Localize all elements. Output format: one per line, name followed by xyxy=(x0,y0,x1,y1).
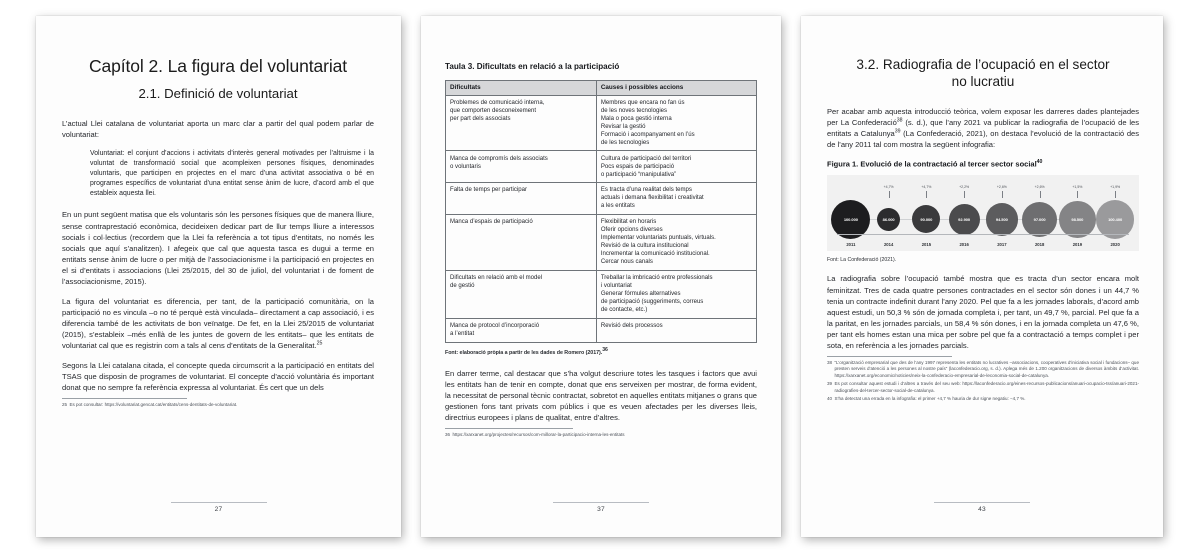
page-37-content xyxy=(445,62,757,440)
chart-year-label: 2019 xyxy=(1072,242,1083,248)
section-title-line-1: 3.2. Radiografia de l’ocupació en el sector xyxy=(856,57,1110,72)
section-title xyxy=(827,56,1139,91)
paragraph xyxy=(62,296,374,351)
table-cell-line: o participació “manipulativa” xyxy=(600,171,677,178)
table-cell xyxy=(446,270,597,318)
table-row xyxy=(446,215,757,271)
difficulties-table xyxy=(445,80,757,343)
page-folio xyxy=(421,502,781,513)
table-cell-line: actuals i demana flexibilitat i creativitat xyxy=(600,195,704,202)
footnote-list xyxy=(827,360,1139,404)
table-cell-line: Flexibilitat en horaris xyxy=(600,219,657,226)
footnote-ref-39[interactable]: 39 xyxy=(894,128,901,135)
chart-bubble: 86.000 xyxy=(877,208,900,231)
table-cell xyxy=(446,318,597,342)
bubble-connector xyxy=(940,219,948,221)
chart-year-label: 2016 xyxy=(959,242,969,248)
chart-change-label: +1,5% xyxy=(1072,185,1083,190)
footnote-ref-36[interactable]: 36 xyxy=(602,347,608,353)
bubble-connector xyxy=(900,219,912,221)
chart-change-label: +4,7% xyxy=(883,185,894,190)
table-cell xyxy=(596,270,756,318)
table-cell-line: Dificultats en relació amb el model xyxy=(450,275,543,281)
table-cell xyxy=(446,183,597,215)
footnote-text: Es pot consultar: https://voluntariat.gencat.cat/entitats/cens-dentitats-de-voluntariat. xyxy=(69,402,238,408)
footnote-number: 36 xyxy=(445,432,451,438)
table-row xyxy=(446,151,757,183)
bubble-connector xyxy=(980,219,986,221)
table-cell-line: Cultura de participació del territori xyxy=(600,155,692,162)
folio-number: 37 xyxy=(597,506,605,513)
paragraph-text: (La Confederació, 2021), on destaca l’evolució de la contractació des de l’any 2011 tal com mostra la següent infografia: xyxy=(827,128,1139,149)
contracting-evolution-chart xyxy=(827,175,1139,251)
table-cell-line: a l’entitat xyxy=(450,330,475,337)
chart-bubble: 98.500 xyxy=(1059,201,1095,237)
page-folio xyxy=(36,502,401,513)
table-cell xyxy=(596,95,756,151)
figure-title xyxy=(827,159,1139,169)
table-source-text: Font: elaboració pròpia a partir de les dades de Romero (2017). xyxy=(445,349,603,356)
table-cell-line: Revisió dels processos xyxy=(600,322,663,329)
paragraph: Segons la Llei catalana citada, el concepte queda circumscrit a la participació en entitats del TSAS que disposin de programes de voluntariat. El concepte d’acció voluntària és important donat que no sempre fa referència expressa al voluntariat. És cert que un dels xyxy=(62,361,374,393)
paragraph: En darrer terme, cal destacar que s’ha volgut descriure totes les tasques i factors que avui les entitats han de tenir en compte, donat que ens serveixen per mostrar, de forma evident, la necessitat de personal tècnic contractat, sobretot en aquelles entitats mitjanes o grans que gestionen fons tant privats com públics i que es veuen afectades per les diverses lleis, directrius europees i plans de qualitat, entre d’altres. xyxy=(445,368,757,422)
chart-tick xyxy=(1002,191,1003,198)
table-row xyxy=(446,183,757,215)
table-row xyxy=(446,318,757,342)
table-cell-line: Membres que encara no fan ús xyxy=(600,99,685,106)
figure-title-text: Figura 1. Evolució de la contractació al tercer sector social xyxy=(827,159,1037,169)
table-cell xyxy=(446,95,597,151)
table-cell-line: que comporten desconeixement xyxy=(450,107,537,114)
chart-tick xyxy=(964,191,965,198)
chart-change-label: +1,9% xyxy=(1110,185,1121,190)
paragraph: En un punt següent matisa que els voluntaris són les persones físiques que de manera lliure, sense contraprestació econòmica, decideixen dedicar part de llur temps lliure a interessos socials i col·lectius (recordem que la Llei fa referència a tot tipus d’entitats, no només les socials que aquí s’analitzen). I afegeix que cal que aquesta tasca es dugui a terme en entitats sense ànim de lucre o per mitjà de l’associacionisme i la participació en projectes en el si d’entitats i associacions (Llei 25/2015, del 30 de juliol, del voluntariat i de foment de l’associacionisme, 2015). xyxy=(62,210,374,286)
footnote-ref-25[interactable]: 25 xyxy=(316,340,323,347)
chart-year-label: 2014 xyxy=(883,242,894,248)
table-cell-line: Es tracta d’una realitat dels temps xyxy=(600,187,692,194)
table-cell-line: i voluntariat xyxy=(600,283,632,290)
table-cell xyxy=(596,183,756,215)
table-header-cell: Dificultats xyxy=(446,81,597,96)
block-quote: Voluntariat: el conjunt d’accions i activitats d’interès general motivades per l’altruisme i la voluntat de transformació social que acompleixen persones físiques, denominades voluntaris, que participen en projectes en el marc d’una activitat associativa o bé en programes específics de voluntariat d’una entitat sense ànim de lucre, d’acord amb el que estableix aquesta llei. xyxy=(90,150,374,198)
chart-change-label: +2,6% xyxy=(1034,185,1045,190)
chart-change-label: +4,7% xyxy=(921,185,932,190)
footnote-text: Es pot consultar aquest estudi i d’altres a través del seu web: https://laconfederacio.org/eines-recursos-publicacions/anuari-ocupacio-tss/anuari-2021-radiografies-del-tercer-sector-social-de-catalunya. xyxy=(834,381,1139,393)
table-cell-line: Formació i acompanyament en l’ús xyxy=(600,131,695,138)
footnote-40 xyxy=(827,396,1139,404)
chart-bubble: 94.500 xyxy=(986,203,1018,235)
table-body xyxy=(446,95,757,342)
footnote-38 xyxy=(827,360,1139,381)
document-page-43 xyxy=(801,16,1163,537)
paragraph xyxy=(827,106,1139,150)
footnote-divider xyxy=(445,428,573,429)
chart-change-label: +2,6% xyxy=(996,185,1007,190)
table-header-cell: Causes i possibles accions xyxy=(596,81,756,96)
document-page-27 xyxy=(36,16,401,537)
table-cell-line: Treballar la imbricació entre professionals xyxy=(600,275,713,281)
table-cell-line: Manca de compromís dels associats xyxy=(450,155,548,162)
page-folio xyxy=(801,502,1163,513)
table-cell-line: de gestió xyxy=(450,283,475,290)
table-cell-line: Manca d’espais de participació xyxy=(450,219,533,226)
table-cell-line: Incrementar la comunicació institucional. xyxy=(600,251,710,258)
page-title: Capítol 2. La figura del voluntariat xyxy=(88,56,348,76)
table-source xyxy=(445,347,757,356)
footnote-number: 38 xyxy=(827,359,833,365)
table-cell-line: Revisió de la cultura institucional xyxy=(600,243,689,250)
chart-change-label: +2,2% xyxy=(959,185,970,190)
footnote-ref-38[interactable]: 38 xyxy=(896,117,903,124)
table-cell-line: de participació (suggeriments, correus xyxy=(600,299,704,306)
chart-bubble: 92.900 xyxy=(949,204,980,235)
table-cell-line: Implementar voluntariats puntuals, virtuals. xyxy=(600,235,716,242)
chart-year-label: 2020 xyxy=(1110,242,1120,248)
paragraph-text: (s. d.), que l’any 2021 va publicar la radiografia de l’ocupació de les entitats a Catalunya xyxy=(827,117,1139,138)
table-cell-line: a les entitats xyxy=(600,203,635,210)
document-page-37 xyxy=(421,16,781,537)
table-cell-line: Generar fórmules alternatives xyxy=(600,291,681,298)
footnote-39 xyxy=(827,381,1139,396)
table-cell xyxy=(596,215,756,271)
footnote-divider xyxy=(62,398,187,399)
section-title-line-2: no lucratiu xyxy=(951,74,1015,90)
table-row xyxy=(446,95,757,151)
table-cell xyxy=(446,215,597,271)
table-cell-line: de les noves tecnologies xyxy=(600,107,668,114)
chart-bubble: 90.000 xyxy=(912,205,940,233)
chart-year-label: 2018 xyxy=(1034,242,1045,248)
chart-tick xyxy=(1077,191,1078,198)
figure-source: Font: La Confederació (2021). xyxy=(827,257,897,264)
chart-year-label: 2017 xyxy=(997,242,1007,248)
chart-bubble: 100.000 xyxy=(831,200,870,239)
folio-rule xyxy=(171,502,267,503)
footnote-number: 39 xyxy=(827,381,833,387)
table-title: Taula 3. Dificultats en relació a la participació xyxy=(445,62,620,71)
chart-tick xyxy=(1040,191,1041,198)
footnote-ref-40[interactable]: 40 xyxy=(1036,158,1043,165)
paragraph-text: La figura del voluntariat es diferencia, per tant, de la participació comunitària, on la participació no es vincula –o no té perquè està vinculada– directament a cap associació, i es diferencia també de les activitats de bon veïnatge. De fet, en la Llei 25/2015 de voluntariat (2015), s’estableix –més enllà de les juntes de govern de les entitats– que les entitats de voluntariat cal que es registrin com a tals al cens d’entitats de la Generalitat. xyxy=(62,296,374,350)
chart-year-label: 2015 xyxy=(921,242,932,248)
table-cell-line: o voluntaris xyxy=(450,163,481,170)
footnote-25 xyxy=(62,402,374,410)
table-cell xyxy=(446,151,597,183)
chart-tick xyxy=(1115,191,1116,198)
table-cell-line: Mala o poca gestió interna xyxy=(600,115,672,122)
chart-tick xyxy=(889,191,890,198)
page-43-content xyxy=(827,56,1139,404)
table-row xyxy=(446,270,757,318)
folio-number: 27 xyxy=(214,506,223,513)
table-cell-line: Manca de protocol d’incorporació xyxy=(450,322,540,329)
footnote-36 xyxy=(445,432,757,440)
table-cell-line: Revisar la gestió xyxy=(600,123,646,130)
table-cell-line: de les tecnologies xyxy=(600,139,650,146)
section-title: 2.1. Definició de voluntariat xyxy=(138,86,298,101)
paragraph-text: Per acabar amb aquesta introducció teòrica, volem exposar les darreres dades plantejades per La Confederació xyxy=(827,106,1139,127)
footnote-divider xyxy=(827,356,952,357)
paragraph: La radiografia sobre l’ocupació també mostra que es tracta d’un sector encara molt feminitzat. Tres de cada quatre persones contractades en el sector són dones i un 44,7 % tenia un contracte indefinit durant l’any 2020. Pel que fa a les jornades laborals, d’acord amb aquest estudi, un 50,3 % són de jornada completa i, per tant, un 49,7 %, parcial. Pel que fa a la paritat, en les jornades parcials, un 58,4 % són dones, i en la jornada completa un 47,6 %, per tant els homes estan una mica per sobre pel que fa a contractació a temps complet i per sota, en referència a les jornades parcials. xyxy=(827,274,1139,350)
folio-number: 43 xyxy=(978,506,986,513)
table-cell-line: Cercar nous canals xyxy=(600,259,653,266)
footnote-text: S’ha detectat una errada en la infografia: el primer +4,7 % hauria de dur signe negatiu: −4,7 %. xyxy=(834,395,1026,401)
table-cell-line: Pocs espais de participació xyxy=(600,163,675,170)
folio-rule xyxy=(553,502,649,503)
chart-bubble: 97.000 xyxy=(1022,202,1057,237)
chart-bubble: 100.400 xyxy=(1096,200,1134,238)
table-cell-line: per part dels associats xyxy=(450,115,511,122)
footnote-number: 25 xyxy=(62,402,68,408)
table-header-row xyxy=(446,81,757,96)
table-cell-line: de contacte, etc.) xyxy=(600,307,648,314)
table-cell-line: Oferir opcions diverses xyxy=(600,227,663,234)
footnote-text: “L’organització empresarial que des de l’any 1997 representa les entitats no lucratives –associacions, cooperatives d’iniciativa social i fundacions– que presten serveis d’atenció a les persones al nostre país” (laconfederacio.org, s. d.). Aplega més de 1.200 organitzacions de diversos àmbits d’activitat. https://xarxanet.org/economic/noticies/neix-la-confederacio-empresarial-de-leconomia-social-de-catalunya. xyxy=(834,359,1139,379)
table-cell xyxy=(596,318,756,342)
paragraph: L’actual Llei catalana de voluntariat aporta un marc clar a partir del qual podem parlar de voluntariat: xyxy=(62,119,374,140)
chart-bubbles xyxy=(832,185,1134,251)
folio-rule xyxy=(934,502,1030,503)
table-cell-line: Problemes de comunicació interna, xyxy=(450,99,545,106)
footnote-text: https://xarxanet.org/projectes/recursos/com-millorar-la-participacio-interna-les-entitats xyxy=(452,432,625,438)
page-27-content xyxy=(62,56,374,410)
chart-axis-line xyxy=(837,234,1129,235)
table-cell xyxy=(596,151,756,183)
chart-tick xyxy=(926,191,927,198)
bubble-connector xyxy=(870,219,877,221)
chart-year-label: 2011 xyxy=(846,242,856,248)
table-cell-line: Falta de temps per participar xyxy=(450,187,527,194)
footnote-number: 40 xyxy=(827,395,833,401)
